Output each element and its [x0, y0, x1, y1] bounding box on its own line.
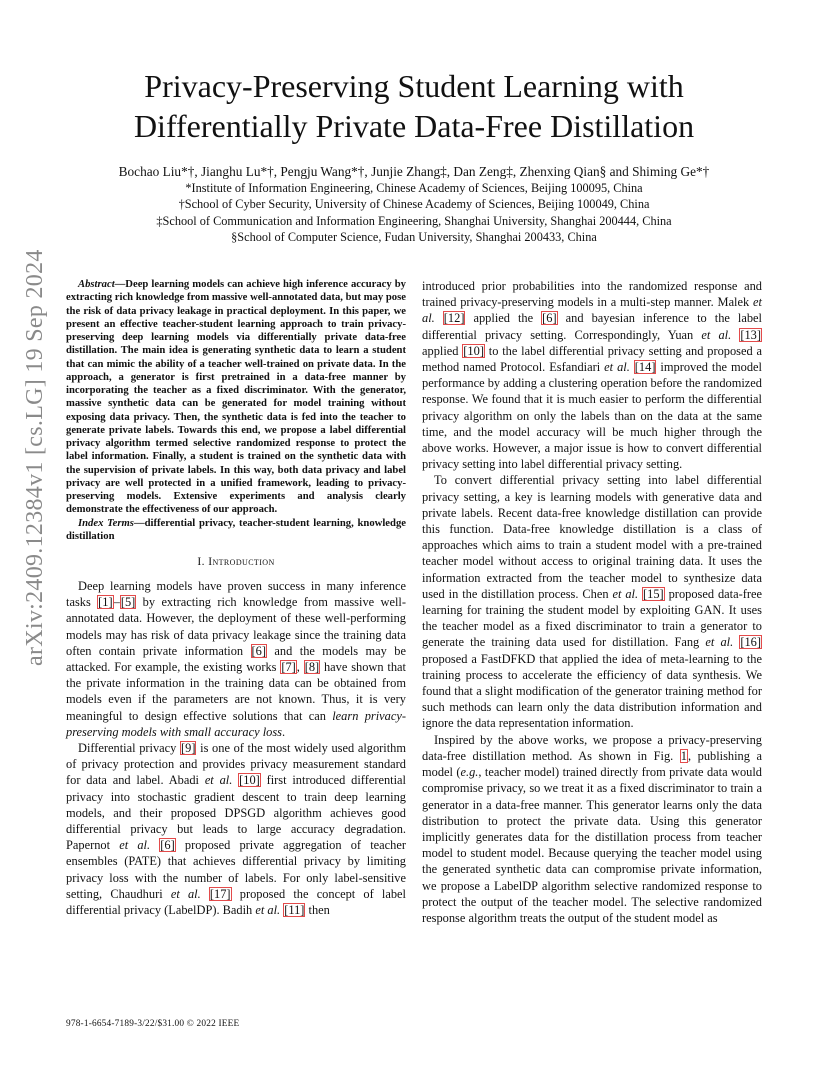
citation-link[interactable]: [10]	[463, 343, 484, 358]
citation-link[interactable]: [7]	[281, 660, 296, 675]
intro-paragraph-4	[422, 472, 762, 731]
index-terms	[66, 517, 406, 544]
citation-link[interactable]: [1]	[98, 595, 113, 610]
text-run: proposed a FastDFKD that applied the idea of meta-learning to the training process to accelerate the efficiency of data synthesis. We found that a slight modification of the generator training method for such methods can learn only the data distribution information and ignore the data representation information.	[422, 651, 762, 731]
left-column	[66, 278, 406, 918]
citation-link[interactable]: [17]	[209, 886, 231, 901]
text-run: Inspired by the above works, we propose a privacy-preserving data-free distillation method. As shown in Fig.	[422, 732, 762, 763]
emphasis-text: e.g.	[460, 765, 479, 780]
intro-paragraph-1	[66, 578, 406, 740]
figure-link[interactable]: 1	[680, 748, 687, 763]
abstract-text: —Deep learning models can achieve high inference accuracy by extracting rich knowledge from massive well-annotated data, but may pose the risk of data privacy leakage in practical deployment. In this paper, we present an effective teacher-student learning approach to train privacy-preserving deep learning models via differentially private data-free distillation. The main idea is generating synthetic data to learn a student that can mimic the ability of a teacher well-trained on private data. In the approach, a generator is first pretrained in a data-free manner by incorporating the teacher as a fixed discriminator. With the generator, massive synthetic data can be generated for model training without exposing data privacy. Then, the synthetic data is fed into the teacher to generate private labels. Towards this end, we propose a label differential privacy algorithm termed selective randomized response to protect the label information. Finally, a student is trained on the synthetic data with the supervision of private labels. In this way, both data privacy and label privacy are well protected in a unified framework, leading to privacy-preserving models. Extensive experiments and analysis clearly demonstrate the effectiveness of our approach.	[66, 279, 406, 516]
abstract	[66, 278, 406, 517]
text-run: introduced prior probabilities into the randomized response and trained privacy-preserving models in a multi-step manner. Malek	[422, 279, 762, 310]
intro-paragraph-3	[422, 278, 762, 472]
text-run: improved the model performance by adding a clustering operation before the randomized response. We found that it is much easier to perform the differential privacy algorithm on only the labels than on the data at the same time, and the model accuracy will be much higher through the above works. However, a major issue is how to convert differential privacy setting into label differential privacy setting.	[422, 360, 762, 472]
text-run: , publishing a model (	[422, 748, 762, 780]
emphasis-text: et al.	[255, 903, 281, 918]
citation-link[interactable]: [6]	[542, 311, 557, 326]
emphasis-text: et al.	[119, 838, 151, 853]
emphasis-text: et al.	[612, 586, 639, 601]
text-run: have shown that the private information in the training data can be obtained from models even if the parameters are not known. Thus, it is very meaningful to design effective solutions that can	[66, 660, 406, 723]
intro-paragraph-2	[66, 740, 406, 918]
title-line-2: Differentially Private Data-Free Distillation	[133, 108, 695, 144]
emphasis-text: et al.	[705, 635, 734, 650]
index-terms-text: —differential privacy, teacher-student learning, knowledge distillation	[66, 517, 406, 542]
citation-link[interactable]: [12]	[443, 311, 465, 326]
text-run: To convert differential privacy setting into label differential privacy setting, a key is learning models with generative data and private labels. Recent data-free knowledge distillation can provide this function. Data-free knowledge distillation is a class of approaches which aims to train a student model with a pre-trained teacher model without access to original training data. It uses the information extracted from the teacher model to synthesize data used in the distillation process. Chen	[422, 473, 762, 601]
text-run: .	[282, 724, 286, 739]
emphasis-text: et al.	[422, 295, 762, 326]
text-run: to the label differential privacy setting and proposed a method named Protocol. Esfandiari	[422, 343, 762, 375]
right-column	[422, 278, 762, 926]
citation-link[interactable]: [10]	[239, 773, 260, 788]
citation-link[interactable]: [13]	[740, 327, 761, 342]
text-run: by extracting rich knowledge from massive well-annotated data. However, the deployment of these well-performing models may has risk of data privacy leakage since the training data often contain private information	[66, 595, 406, 658]
text-run: is one of the most widely used algorithm of privacy protection and provides privacy measurement standard for data and label. Abadi	[66, 741, 407, 788]
citation-link[interactable]: [14]	[634, 360, 656, 375]
text-run	[150, 838, 159, 852]
text-run: ,	[296, 660, 304, 675]
citation-link[interactable]: [11]	[284, 903, 305, 918]
affiliation-4: §School of Computer Science, Fudan University, Shanghai 200433, China	[231, 229, 597, 244]
affiliation-3: ‡School of Communication and Information Engineering, Shanghai University, Shanghai 200444, China	[156, 213, 672, 228]
emphasis-text: et al.	[701, 327, 732, 342]
citation-link[interactable]: [9]	[181, 741, 196, 756]
copyright-footer: 978-1-6654-7189-3/22/$31.00 © 2022 IEEE	[66, 1019, 240, 1029]
emphasis-text: et al.	[604, 360, 630, 375]
text-run: applied the	[465, 311, 542, 326]
text-run: Differential privacy	[78, 741, 181, 756]
citation-link[interactable]: [15]	[643, 586, 664, 601]
text-run: proposed data-free learning for training the student model by exploiting GAN. It uses the teacher model as a fixed discriminator to train a generator to generate the training data used for distillation. Fang	[422, 586, 762, 650]
text-run: proposed the concept of label differential privacy (LabelDP). Badih	[66, 886, 406, 918]
text-run: applied	[422, 343, 463, 358]
citation-link[interactable]: [16]	[740, 635, 761, 650]
text-run: then	[305, 903, 330, 918]
emphasis-text: learn privacy-preserving models with small accuracy loss	[66, 708, 406, 739]
text-run: , teacher model) trained directly from private data would compromise privacy, so we treat it as a fixed discriminator to train a generator in a data-free manner. This generator learns only the data distribution to protect the private data. Using this generator implicitly generates data for the distillation process from teacher model to student model. Because querying the teacher model using the generated synthetic data can compromise private information, we propose a LabelDP algorithm selective randomized response to protect the output of the teacher model. The selective randomized response algorithm treats the output of the student model as	[422, 765, 762, 925]
text-run: –	[113, 595, 120, 610]
citation-link[interactable]: [6]	[160, 838, 175, 853]
section-heading-introduction: I. Introduction	[197, 555, 275, 568]
emphasis-text: et al.	[204, 773, 233, 788]
title-line-1: Privacy-Preserving Student Learning with	[144, 68, 684, 104]
affiliations	[60, 180, 768, 245]
index-terms-lead: Index Terms	[78, 517, 134, 529]
arxiv-identifier: arXiv:2409.12384v1 [cs.LG] 19 Sep 2024	[22, 249, 48, 666]
author-list: Bochao Liu*†, Jianghu Lu*†, Pengju Wang*†, Junjie Zhang‡, Dan Zeng‡, Zhenxing Qian§ and Shiming Ge*†	[118, 164, 710, 179]
text-run: proposed private aggregation of teacher ensembles (PATE) that achieves differential privacy by limiting privacy loss with the number of labels. For only label-sensitive setting, Chaudhuri	[66, 838, 406, 901]
affiliation-1: *Institute of Information Engineering, Chinese Academy of Sciences, Beijing 100095, China	[185, 181, 643, 195]
text-run: Deep learning models have proven success in many inference tasks	[66, 579, 406, 610]
text-run: and bayesian inference to the label differential privacy setting. Correspondingly, Yuan	[422, 311, 763, 342]
text-run: and the models may be attacked. For example, the existing works	[66, 643, 406, 675]
paper-title	[60, 66, 768, 146]
intro-paragraph-5	[422, 732, 762, 926]
text-run	[435, 311, 443, 325]
text-run: first introduced differential privacy into stochastic gradient descent to train deep learning models, and their proposed DPSGD algorithm achieves good differential privacy but leads to large accuracy degradation. Papernot	[66, 773, 406, 853]
emphasis-text: et al.	[170, 886, 201, 901]
affiliation-2: †School of Cyber Security, University of Chinese Academy of Sciences, Beijing 100049, China	[178, 197, 650, 212]
citation-link[interactable]: [5]	[120, 595, 136, 610]
text-run	[201, 887, 209, 901]
citation-link[interactable]: [8]	[304, 660, 320, 675]
citation-link[interactable]: [6]	[251, 643, 266, 658]
abstract-lead: Abstract	[78, 279, 115, 290]
